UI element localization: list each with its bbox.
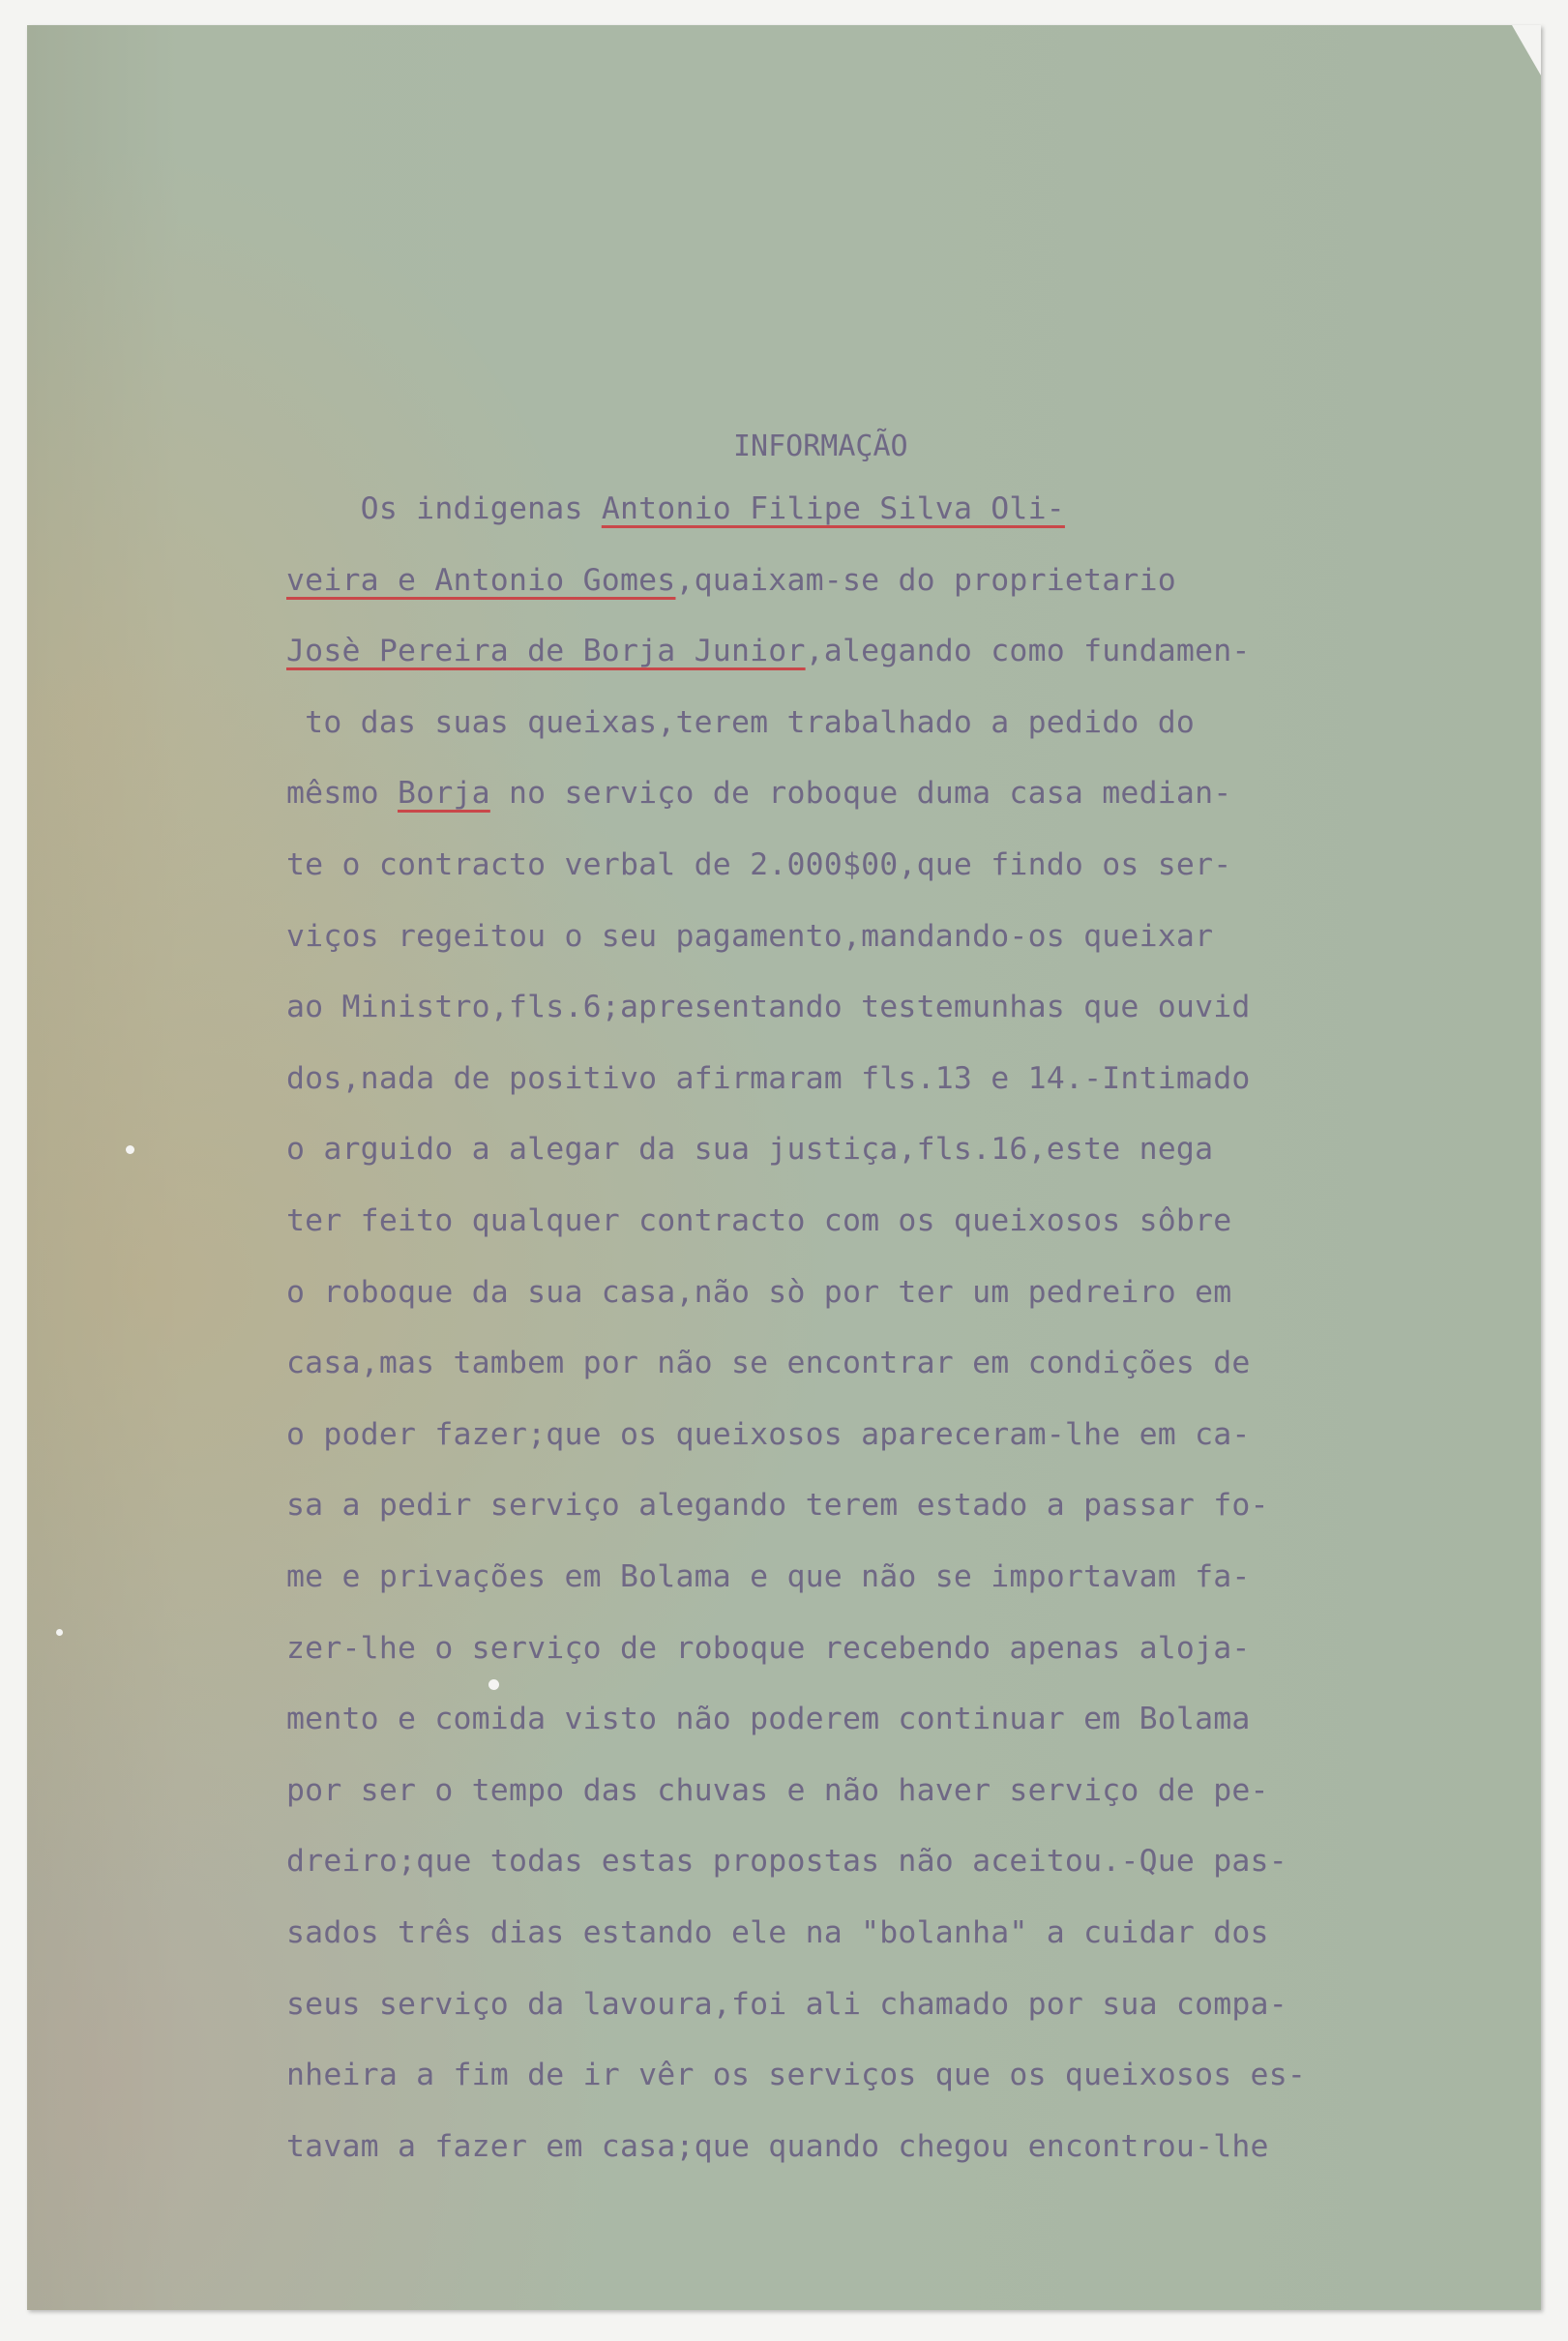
text-line	[286, 1200, 1428, 1242]
text-segment: dos,nada de positivo afirmaram fls.13 e 14.-Intimado	[286, 1060, 1251, 1096]
text-segment: no serviço de roboque duma casa median-	[489, 776, 1232, 812]
underlined-name: veira e Antonio Gomes	[286, 562, 676, 598]
punch-hole	[488, 1679, 499, 1690]
punch-hole	[126, 1145, 134, 1154]
text-segment: ter feito qualquer contracto com os queixosos sôbre	[286, 1203, 1232, 1238]
text-segment: mêsmo	[286, 776, 398, 812]
text-segment: casa,mas tambem por não se encontrar em condições de	[286, 1346, 1251, 1381]
text-segment: viços regeitou o seu pagamento,mandando-os queixar	[286, 918, 1214, 954]
text-line	[286, 2125, 1428, 2168]
text-segment: to das suas queixas,terem trabalhado a pedido do	[286, 704, 1196, 740]
underlined-name: Borja	[398, 776, 490, 812]
text-line	[286, 1484, 1428, 1526]
text-segment: me e privações em Bolama e que não se importavam fa-	[286, 1559, 1251, 1594]
text-segment: Os indigenas	[286, 491, 602, 526]
text-line	[286, 1769, 1428, 1812]
text-segment: dreiro;que todas estas propostas não aceitou.-Que pas-	[286, 1844, 1287, 1880]
punch-hole	[56, 1629, 63, 1636]
page-corner-fold	[1512, 25, 1541, 75]
document-title: INFORMAÇÃO	[733, 430, 908, 463]
text-line	[286, 986, 1428, 1028]
text-segment: nheira a fim de ir vêr os serviços que os queixosos es-	[286, 2058, 1307, 2093]
text-segment: ao Ministro,fls.6;apresentando testemunhas que ouvid	[286, 990, 1251, 1025]
text-segment: o poder fazer;que os queixosos apareceram-lhe em ca-	[286, 1416, 1251, 1452]
text-segment: te o contracto verbal de 2.000$00,que findo os ser-	[286, 847, 1232, 882]
text-segment: por ser o tempo das chuvas e não haver serviço de pe-	[286, 1772, 1269, 1808]
text-segment: sa a pedir serviço alegando terem estado a passar fo-	[286, 1488, 1269, 1524]
text-line	[286, 1556, 1428, 1598]
text-line	[286, 1698, 1428, 1740]
text-line	[286, 1413, 1428, 1456]
text-segment: sados três dias estando ele na "bolanha" a cuidar dos	[286, 1915, 1269, 1950]
text-line	[286, 1840, 1428, 1882]
text-line	[286, 701, 1428, 744]
text-line	[286, 1627, 1428, 1670]
text-segment: ,quaixam-se do proprietario	[675, 562, 1176, 598]
underlined-name: Josè Pereira de Borja Junior	[286, 634, 806, 669]
underlined-name: Antonio Filipe Silva Oli-	[601, 491, 1065, 526]
text-line	[286, 844, 1428, 886]
text-segment: ,alegando como fundamen-	[805, 634, 1251, 669]
text-segment: seus serviço da lavoura,foi ali chamado por sua compa-	[286, 1986, 1287, 2022]
text-line	[286, 1128, 1428, 1170]
text-line	[286, 772, 1428, 815]
text-line	[286, 1911, 1428, 1954]
text-line	[286, 630, 1428, 672]
text-segment: o roboque da sua casa,não sò por ter um pedreiro em	[286, 1274, 1232, 1310]
text-line	[286, 2054, 1428, 2096]
document-page	[27, 25, 1541, 2310]
text-segment: mento e comida visto não poderem continuar em Bolama	[286, 1702, 1251, 1737]
text-segment: o arguido a alegar da sua justiça,fls.16,este nega	[286, 1132, 1214, 1168]
text-line	[286, 1271, 1428, 1314]
text-line	[286, 488, 1428, 530]
text-line	[286, 1983, 1428, 2026]
text-line	[286, 1342, 1428, 1384]
text-line	[286, 559, 1428, 602]
text-segment: zer-lhe o serviço de roboque recebendo apenas aloja-	[286, 1630, 1251, 1666]
text-line	[286, 915, 1428, 958]
text-segment: tavam a fazer em casa;que quando chegou encontrou-lhe	[286, 2128, 1269, 2164]
text-line	[286, 1057, 1428, 1100]
